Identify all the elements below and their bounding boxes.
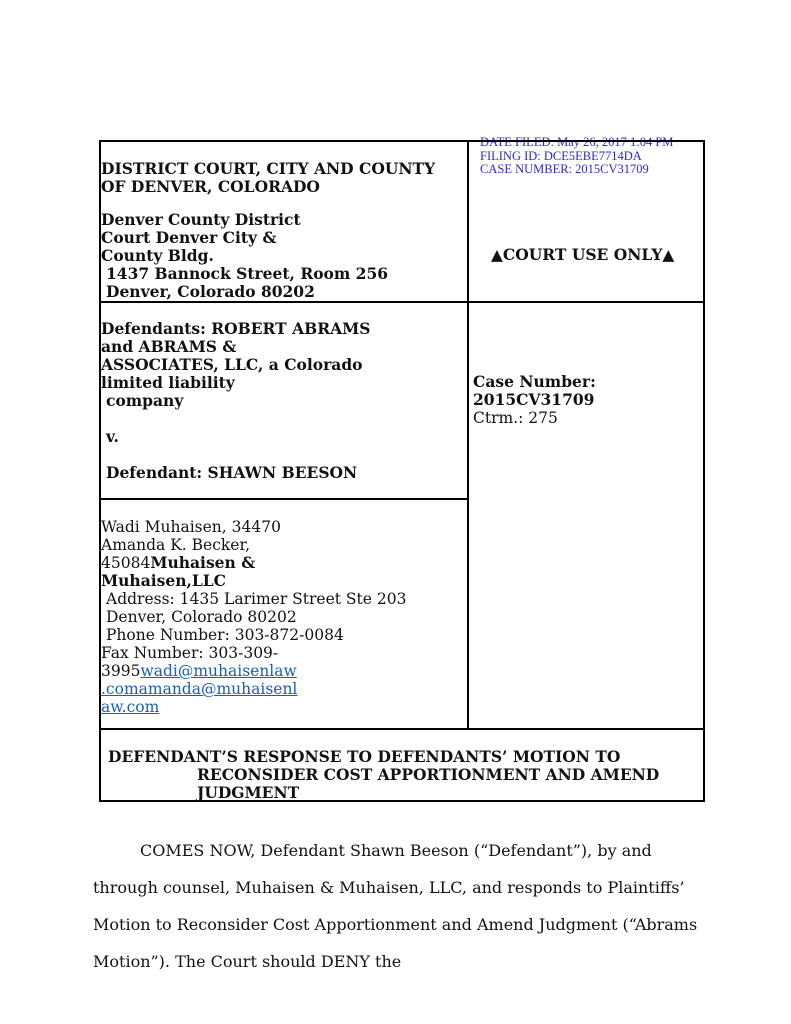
email-link-cont[interactable]: .comamanda@muhaisenl — [101, 680, 298, 698]
document-title: DEFENDANT’S RESPONSE TO DEFENDANTS’ MOTION TO RECONSIDER COST APPORTIONMENT AND AMEND JUDGMENT — [108, 747, 660, 802]
email-link[interactable]: wadi@muhaisenlaw — [140, 662, 297, 680]
caption-divider-row2 — [101, 498, 467, 500]
stamp-case-number: CASE NUMBER: 2015CV31709 — [480, 162, 649, 176]
caption-table — [99, 140, 705, 802]
attorney-block: Wadi Muhaisen, 34470 Amanda K. Becker, 45084Muhaisen & Muhaisen,LLC Address: 1435 Larimer Street Ste 203 Denver, Colorado 80202 Phone Number: 303-872-0084 Fax Number: 303-309- 3995wadi@muhaisenlaw .comamanda@muhaisenl aw.com — [101, 518, 407, 716]
body-paragraph: COMES NOW, Defendant Shawn Beeson (“Defendant”), by and through counsel, Muhaisen & Muhaisen, LLC, and responds to Plaintiffs’ Motion to Reconsider Cost Apportionment and Amend Judgment (“Abrams Motion”). The Court should DENY the — [93, 841, 698, 971]
caption-divider-row1 — [101, 301, 703, 303]
caption-divider-row3 — [101, 728, 703, 730]
stamp-date-filed: DATE FILED: May 26, 2017 1:04 PM — [480, 135, 674, 149]
case-info: Case Number: 2015CV31709 Ctrm.: 275 — [473, 372, 596, 427]
caption-divider-vertical — [467, 142, 469, 728]
court-name: DISTRICT COURT, CITY AND COUNTY OF DENVER, COLORADO — [101, 159, 436, 196]
parties: Defendants: ROBERT ABRAMS and ABRAMS & ASSOCIATES, LLC, a Colorado limited liability company v. Defendant: SHAWN BEESON — [101, 319, 371, 482]
court-address: Denver County District Court Denver City & County Bldg. 1437 Bannock Street, Room 256 Denver, Colorado 80202 — [101, 210, 389, 301]
email-link-end[interactable]: aw.com — [101, 698, 160, 716]
stamp-filing-id: FILING ID: DCE5EBE7714DA — [480, 148, 642, 163]
court-use-only: ▲COURT USE ONLY▲ — [491, 245, 675, 264]
